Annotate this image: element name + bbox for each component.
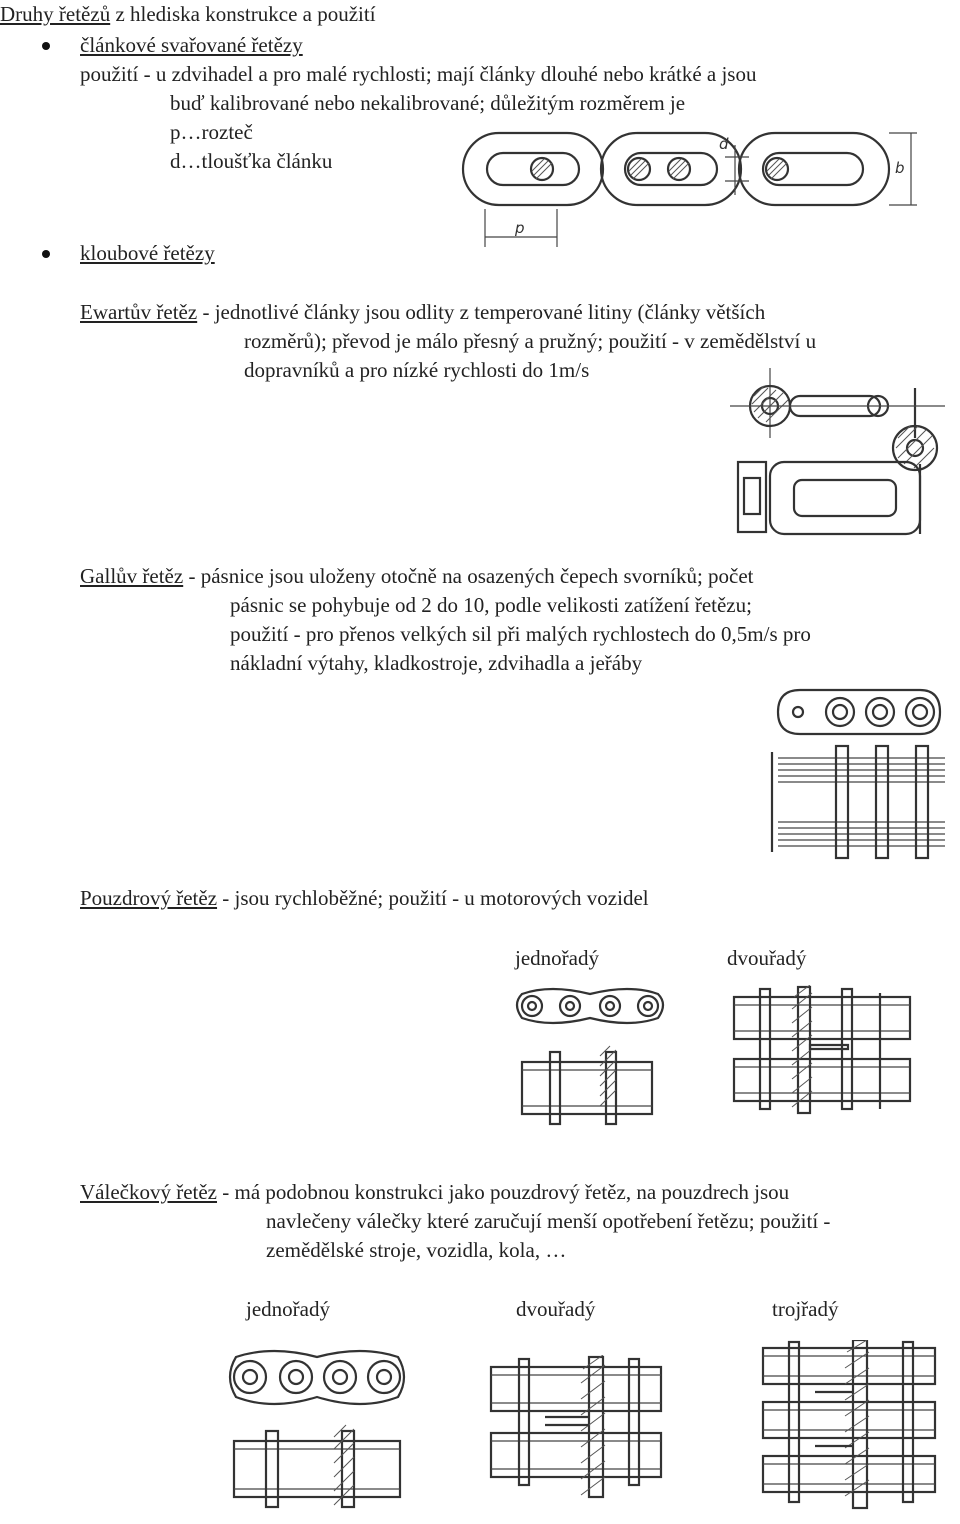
dim-label-d: d bbox=[719, 135, 729, 153]
label-double-row: dvouřadý bbox=[727, 946, 807, 970]
bullet bbox=[42, 42, 50, 50]
welded-text-line: p…rozteč bbox=[170, 120, 253, 144]
roller-chain-triple-figure bbox=[755, 1340, 945, 1510]
dim-label-b: b bbox=[895, 159, 905, 177]
page-title bbox=[0, 0, 376, 29]
section-heading-hinged: kloubové řetězy bbox=[80, 241, 215, 265]
gall-text-line: pásnic se pohybuje od 2 do 10, podle velikosti zatížení řetězu; bbox=[230, 593, 752, 617]
roller-chain-text-line: zemědělské stroje, vozidla, kola, … bbox=[266, 1238, 567, 1262]
label-double-row: dvouřadý bbox=[516, 1297, 596, 1321]
ewart-chain-figure bbox=[730, 368, 945, 543]
gall-text-line: použití - pro přenos velkých sil při malých rychlostech do 0,5m/s pro bbox=[230, 622, 811, 646]
bush-chain-line: Pouzdrový řetěz - jsou rychloběžné; použití - u motorových vozidel bbox=[80, 886, 649, 910]
label-single-row: jednořadý bbox=[246, 1297, 330, 1321]
roller-chain-double-figure bbox=[485, 1355, 670, 1510]
welded-text-line: použití - u zdvihadel a pro malé rychlosti; mají články dlouhé nebo krátké a jsou bbox=[80, 62, 757, 86]
label-triple-row: trojřadý bbox=[772, 1297, 839, 1321]
roller-chain-text-line: navlečeny válečky které zaručují menší opotřebení řetězu; použití - bbox=[266, 1209, 831, 1233]
gall-side-view bbox=[772, 746, 945, 858]
title-underlined: Druhy řetězů bbox=[0, 2, 111, 26]
gall-first-line: Gallův řetěz - pásnice jsou uloženy otočně na osazených čepech svorníků; počet bbox=[80, 564, 754, 588]
welded-chain-figure bbox=[455, 125, 925, 255]
gall-text-line: nákladní výtahy, kladkostroje, zdvihadla a jeřáby bbox=[230, 651, 643, 675]
dim-label-p: p bbox=[515, 219, 525, 237]
gall-chain-figure bbox=[770, 682, 950, 862]
label-single-row: jednořadý bbox=[515, 946, 599, 970]
ewart-name: Ewartův řetěz bbox=[80, 300, 198, 324]
ewart-text-line: dopravníků a pro nízké rychlosti do 1m/s bbox=[244, 358, 590, 382]
bush-chain-name: Pouzdrový řetěz bbox=[80, 886, 218, 910]
bush-chain-double-figure bbox=[730, 985, 920, 1125]
roller-chain-single-figure bbox=[222, 1345, 412, 1510]
bush-chain-single-figure bbox=[510, 982, 670, 1127]
ewart-first-line: Ewartův řetěz - jednotlivé články jsou odlity z temperované litiny (články větších bbox=[80, 300, 766, 324]
roller-chain-name: Válečkový řetěz bbox=[80, 1180, 218, 1204]
title-rest: z hlediska konstrukce a použití bbox=[110, 2, 376, 26]
gall-name: Gallův řetěz bbox=[80, 564, 184, 588]
dimension-lines bbox=[485, 133, 917, 247]
chain-link bbox=[463, 133, 603, 205]
ewart-text-line: rozměrů); převod je málo přesný a pružný; použití - v zemědělství u bbox=[244, 329, 817, 353]
link-section-hatched bbox=[531, 158, 788, 180]
welded-text-line: d…tloušťka článku bbox=[170, 149, 333, 173]
welded-text-line: buď kalibrované nebo nekalibrované; důležitým rozměrem je bbox=[170, 91, 686, 115]
roller-chain-first-line: Válečkový řetěz - má podobnou konstrukci jako pouzdrový řetěz, na pouzdrech jsou bbox=[80, 1180, 790, 1204]
chain-link bbox=[739, 133, 889, 205]
bullet bbox=[42, 250, 50, 258]
section-heading-welded: článkové svařované řetězy bbox=[80, 33, 303, 57]
